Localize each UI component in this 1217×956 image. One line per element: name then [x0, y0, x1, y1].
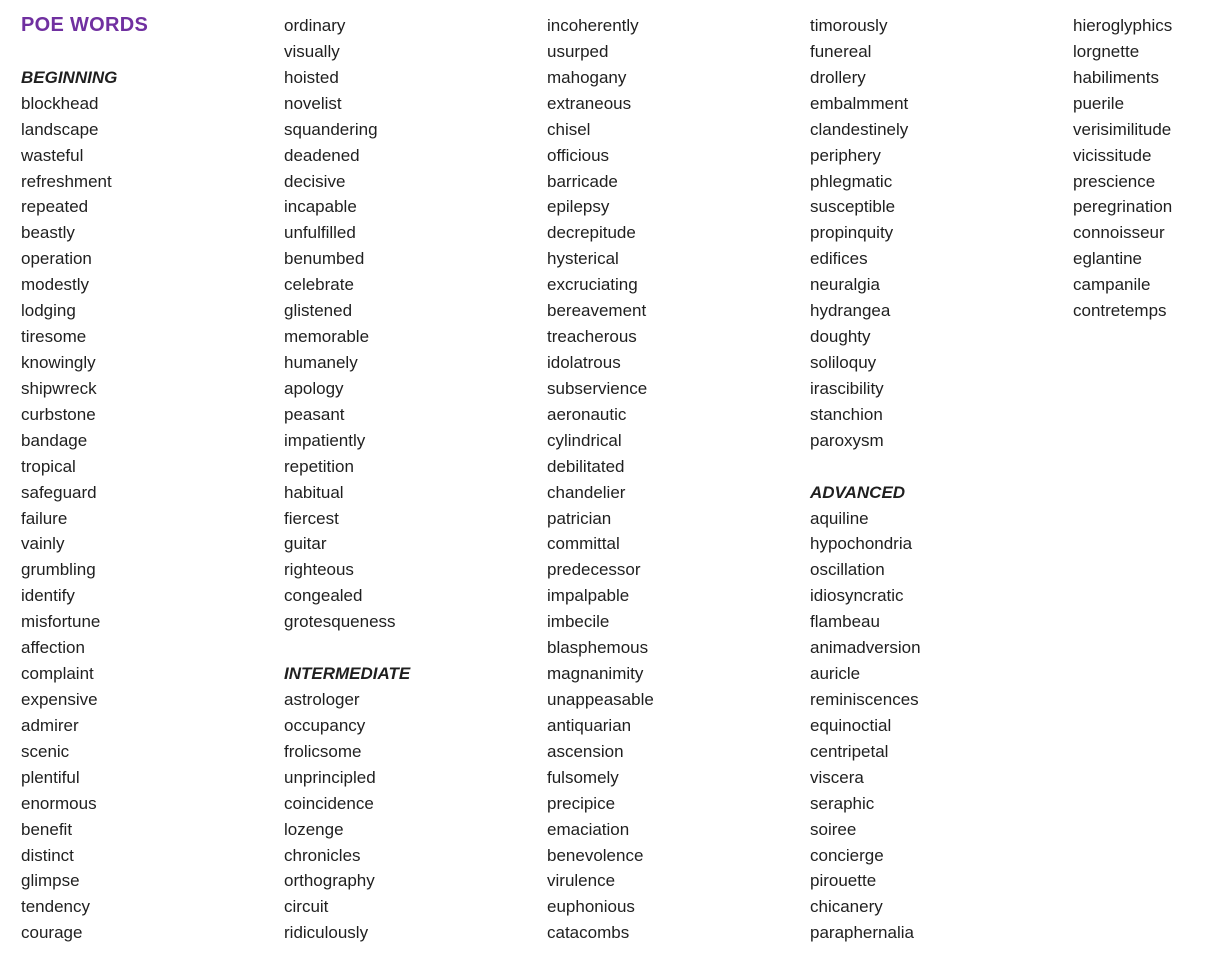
word-item: centripetal	[810, 741, 889, 761]
word-item: catacombs	[547, 923, 630, 943]
word-item: oscillation	[810, 560, 885, 580]
word-item: timorously	[810, 16, 888, 35]
word-item: idolatrous	[547, 352, 621, 372]
word-item: mahogany	[547, 67, 627, 87]
word-item: shipwreck	[21, 378, 97, 398]
word-item: flambeau	[810, 612, 880, 632]
word-item: courage	[21, 923, 83, 943]
word-item: clandestinely	[810, 119, 909, 139]
word-item: righteous	[284, 560, 354, 580]
word-item: vainly	[21, 534, 65, 554]
word-item: tiresome	[21, 327, 87, 347]
word-item: chisel	[547, 119, 591, 139]
word-item: impatiently	[284, 430, 366, 450]
word-item: peregrination	[1073, 197, 1173, 217]
word-item: susceptible	[810, 197, 896, 217]
word-item: paraphernalia	[810, 923, 914, 943]
word-item: blasphemous	[547, 638, 649, 658]
word-item: committal	[547, 534, 620, 554]
word-item: beastly	[21, 223, 75, 243]
word-item: pirouette	[810, 871, 877, 891]
columns	[21, 13, 1217, 946]
word-item: ascension	[547, 741, 624, 761]
word-item: concierge	[810, 845, 884, 865]
word-item: animadversion	[810, 638, 921, 658]
word-item: precipice	[547, 793, 616, 813]
word-item: debilitated	[547, 456, 625, 476]
word-item: drollery	[810, 67, 866, 87]
word-item: chandelier	[547, 482, 626, 502]
word-item: barricade	[547, 171, 618, 191]
word-item: grumbling	[21, 560, 96, 580]
blank-row	[810, 454, 1073, 480]
section-header: ADVANCED	[810, 482, 906, 502]
word-column-5	[1073, 13, 1172, 324]
word-column-4	[810, 13, 1073, 946]
word-item: funereal	[810, 41, 872, 61]
word-item: misfortune	[21, 612, 101, 632]
word-item: repeated	[21, 197, 89, 217]
word-item: complaint	[21, 664, 94, 684]
word-item: reminiscences	[810, 689, 919, 709]
word-item: coincidence	[284, 793, 374, 813]
word-item: visually	[284, 41, 340, 61]
word-item: verisimilitude	[1073, 119, 1172, 139]
word-item: treacherous	[547, 327, 637, 347]
blank-row	[21, 39, 284, 65]
word-item: apology	[284, 378, 344, 398]
word-item: neuralgia	[810, 275, 880, 295]
word-item: benumbed	[284, 249, 365, 269]
word-item: eglantine	[1073, 249, 1143, 269]
word-item: blockhead	[21, 93, 99, 113]
word-item: habiliments	[1073, 67, 1159, 87]
word-item: failure	[21, 508, 68, 528]
word-item: hysterical	[547, 249, 619, 269]
word-item: frolicsome	[284, 741, 362, 761]
word-item: circuit	[284, 897, 329, 917]
word-item: expensive	[21, 689, 98, 709]
word-item: celebrate	[284, 275, 354, 295]
word-item: lozenge	[284, 819, 344, 839]
word-item: fulsomely	[547, 767, 619, 787]
word-item: occupancy	[284, 715, 366, 735]
page-title: POE WORDS	[21, 14, 149, 36]
word-column-1	[21, 13, 284, 946]
word-item: decrepitude	[547, 223, 636, 243]
word-item: bandage	[21, 430, 88, 450]
word-item: congealed	[284, 586, 363, 606]
word-item: knowingly	[21, 352, 96, 372]
word-item: glistened	[284, 301, 353, 321]
word-item: aeronautic	[547, 404, 627, 424]
word-item: idiosyncratic	[810, 586, 904, 606]
word-item: novelist	[284, 93, 342, 113]
word-item: decisive	[284, 171, 346, 191]
word-column-3	[547, 13, 810, 946]
word-item: embalmment	[810, 93, 909, 113]
word-item: soliloquy	[810, 352, 877, 372]
word-item: enormous	[21, 793, 97, 813]
word-item: chicanery	[810, 897, 883, 917]
word-item: prescience	[1073, 171, 1156, 191]
word-item: usurped	[547, 41, 609, 61]
word-item: safeguard	[21, 482, 97, 502]
word-item: refreshment	[21, 171, 112, 191]
word-item: habitual	[284, 482, 344, 502]
word-item: doughty	[810, 327, 871, 347]
word-item: peasant	[284, 404, 345, 424]
word-item: unappeasable	[547, 689, 654, 709]
word-item: identify	[21, 586, 75, 606]
word-item: aquiline	[810, 508, 869, 528]
word-item: curbstone	[21, 404, 96, 424]
word-item: incoherently	[547, 16, 639, 35]
word-item: puerile	[1073, 93, 1125, 113]
word-item: patrician	[547, 508, 612, 528]
word-item: seraphic	[810, 793, 875, 813]
word-item: epilepsy	[547, 197, 610, 217]
word-item: benevolence	[547, 845, 644, 865]
word-item: imbecile	[547, 612, 610, 632]
word-item: ridiculously	[284, 923, 369, 943]
word-item: astrologer	[284, 689, 360, 709]
word-item: tropical	[21, 456, 76, 476]
word-item: equinoctial	[810, 715, 892, 735]
word-item: emaciation	[547, 819, 630, 839]
section-header: INTERMEDIATE	[284, 664, 411, 684]
word-item: periphery	[810, 145, 881, 165]
word-item: auricle	[810, 664, 861, 684]
word-item: phlegmatic	[810, 171, 893, 191]
word-item: impalpable	[547, 586, 630, 606]
word-item: virulence	[547, 871, 616, 891]
word-item: vicissitude	[1073, 145, 1152, 165]
word-item: soiree	[810, 819, 857, 839]
word-item: hoisted	[284, 67, 339, 87]
word-item: hypochondria	[810, 534, 913, 554]
word-item: incapable	[284, 197, 357, 217]
word-item: predecessor	[547, 560, 641, 580]
word-item: tendency	[21, 897, 90, 917]
word-item: euphonious	[547, 897, 635, 917]
word-item: contretemps	[1073, 301, 1167, 321]
word-item: subservience	[547, 378, 648, 398]
word-item: fiercest	[284, 508, 339, 528]
word-item: repetition	[284, 456, 354, 476]
word-item: propinquity	[810, 223, 894, 243]
word-item: distinct	[21, 845, 74, 865]
word-item: stanchion	[810, 404, 883, 424]
word-item: squandering	[284, 119, 378, 139]
word-item: benefit	[21, 819, 73, 839]
word-item: viscera	[810, 767, 864, 787]
word-item: memorable	[284, 327, 370, 347]
word-item: lodging	[21, 301, 76, 321]
word-item: modestly	[21, 275, 90, 295]
blank-row	[284, 635, 547, 661]
word-item: excruciating	[547, 275, 638, 295]
word-item: paroxysm	[810, 430, 884, 450]
word-item: extraneous	[547, 93, 632, 113]
word-item: bereavement	[547, 301, 647, 321]
word-item: campanile	[1073, 275, 1151, 295]
word-item: wasteful	[21, 145, 84, 165]
word-column-2	[284, 13, 547, 946]
word-item: hydrangea	[810, 301, 891, 321]
word-item: unfulfilled	[284, 223, 356, 243]
word-item: edifices	[810, 249, 868, 269]
word-item: affection	[21, 638, 85, 658]
section-header: BEGINNING	[21, 67, 118, 87]
word-item: officious	[547, 145, 610, 165]
word-item: scenic	[21, 741, 70, 761]
word-item: chronicles	[284, 845, 361, 865]
word-item: glimpse	[21, 871, 80, 891]
word-item: grotesqueness	[284, 612, 396, 632]
word-item: admirer	[21, 715, 79, 735]
word-item: deadened	[284, 145, 360, 165]
word-item: plentiful	[21, 767, 80, 787]
word-item: guitar	[284, 534, 327, 554]
word-item: unprincipled	[284, 767, 376, 787]
word-item: operation	[21, 249, 92, 269]
word-item: humanely	[284, 352, 358, 372]
word-item: hieroglyphics	[1073, 16, 1173, 35]
word-item: antiquarian	[547, 715, 632, 735]
word-item: connoisseur	[1073, 223, 1165, 243]
word-item: irascibility	[810, 378, 884, 398]
word-item: orthography	[284, 871, 375, 891]
word-item: lorgnette	[1073, 41, 1140, 61]
word-item: magnanimity	[547, 664, 644, 684]
word-item: landscape	[21, 119, 99, 139]
word-item: cylindrical	[547, 430, 622, 450]
word-item: ordinary	[284, 16, 346, 35]
